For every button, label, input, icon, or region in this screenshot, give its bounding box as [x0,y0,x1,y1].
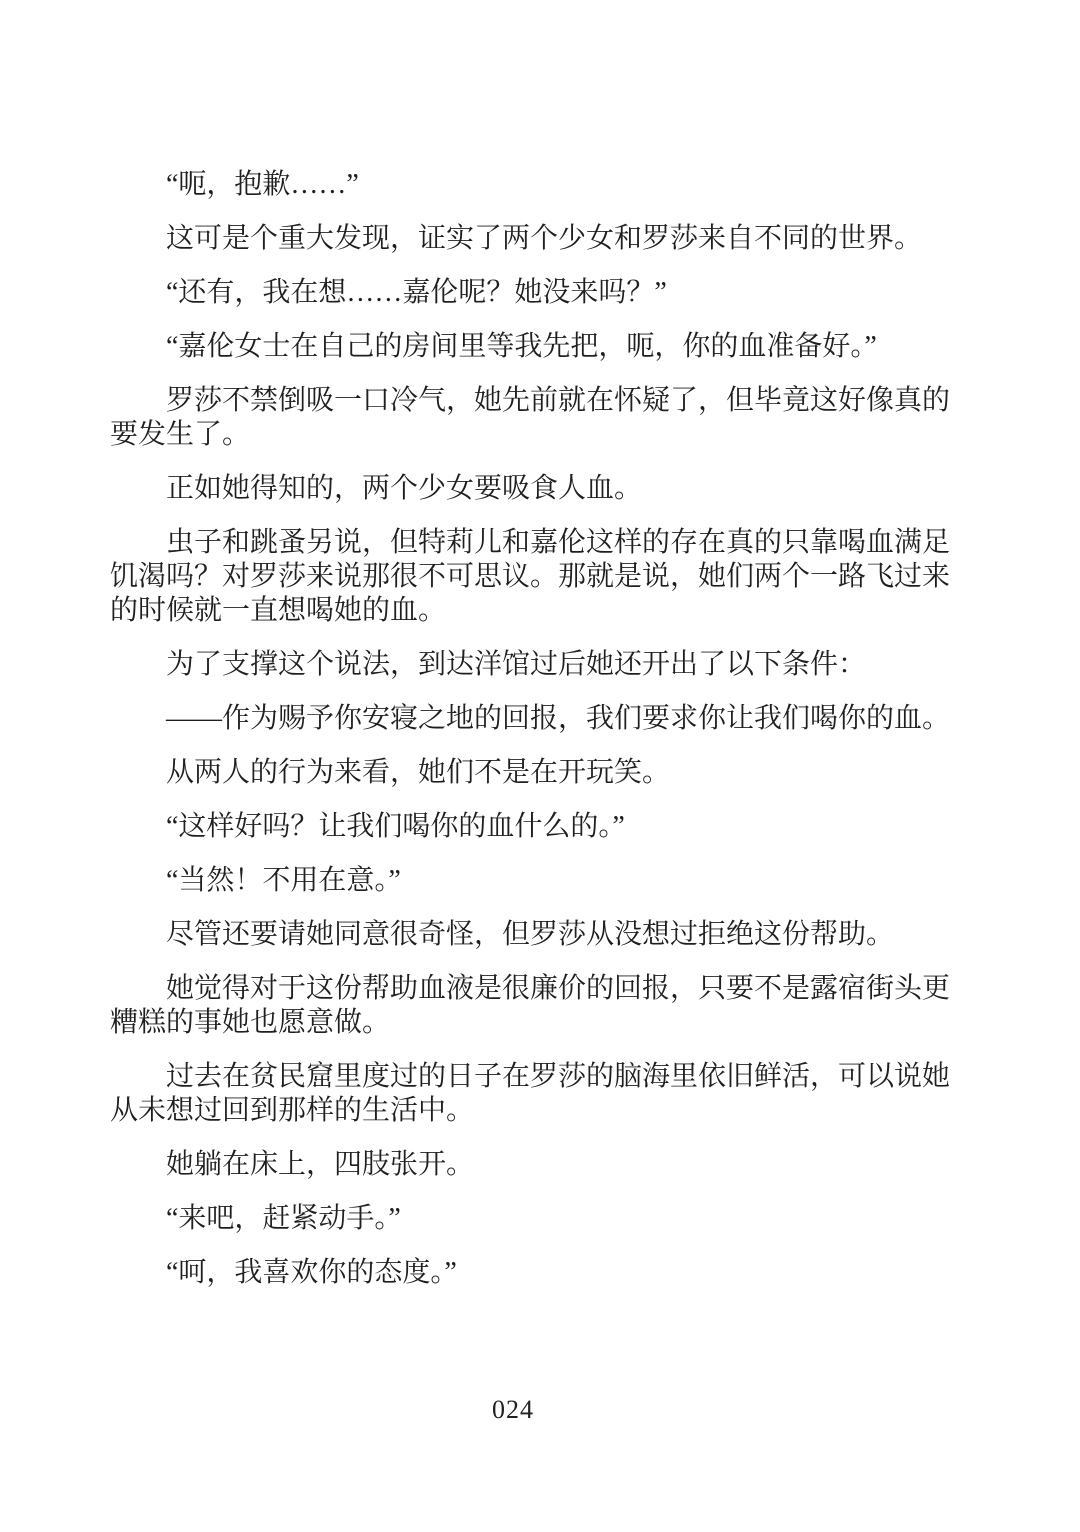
dialogue-paragraph: “当然！不用在意。” [166,865,401,896]
paragraph: 虫子和跳蚤另说，但特莉儿和嘉伦这样的存在真的只靠喝血满足饥渴吗？对罗莎来说那很不可思议。那就是说，她们两个一路飞过来的时候就一直想喝她的血。 [110,527,951,626]
paragraph: 从两人的行为来看，她们不是在开玩笑。 [166,757,671,788]
page-number: 024 [492,1395,534,1424]
paragraph: 尽管还要请她同意很奇怪，但罗莎从没想过拒绝这份帮助。 [166,919,895,950]
paragraph: 她觉得对于这份帮助血液是很廉价的回报，只要不是露宿街头更糟糕的事她也愿意做。 [110,973,951,1038]
paragraph: 正如她得知的，两个少女要吸食人血。 [166,473,643,504]
page-text-content [110,168,950,1290]
quoted-condition-paragraph: ——作为赐予你安寝之地的回报，我们要求你让我们喝你的血。 [166,703,951,734]
paragraph: 罗莎不禁倒吸一口冷气，她先前就在怀疑了，但毕竟这好像真的要发生了。 [110,385,951,450]
dialogue-paragraph: “来吧，赶紧动手。” [166,1203,401,1234]
dialogue-paragraph: “呵，我喜欢你的态度。” [166,1257,457,1288]
dialogue-paragraph: “嘉伦女士在自己的房间里等我先把，呃，你的血准备好。” [166,331,877,362]
dialogue-paragraph: “这样好吗？让我们喝你的血什么的。” [166,811,625,842]
paragraph: 过去在贫民窟里度过的日子在罗莎的脑海里依旧鲜活，可以说她从未想过回到那样的生活中。 [110,1061,951,1126]
dialogue-paragraph: “还有，我在想……嘉伦呢？她没来吗？” [166,277,667,308]
dialogue-paragraph: “呃，抱歉……” [166,169,359,200]
paragraph: 她躺在床上，四肢张开。 [166,1149,475,1180]
paragraph: 这可是个重大发现，证实了两个少女和罗莎来自不同的世界。 [166,223,923,254]
paragraph: 为了支撑这个说法，到达洋馆过后她还开出了以下条件： [166,649,867,680]
